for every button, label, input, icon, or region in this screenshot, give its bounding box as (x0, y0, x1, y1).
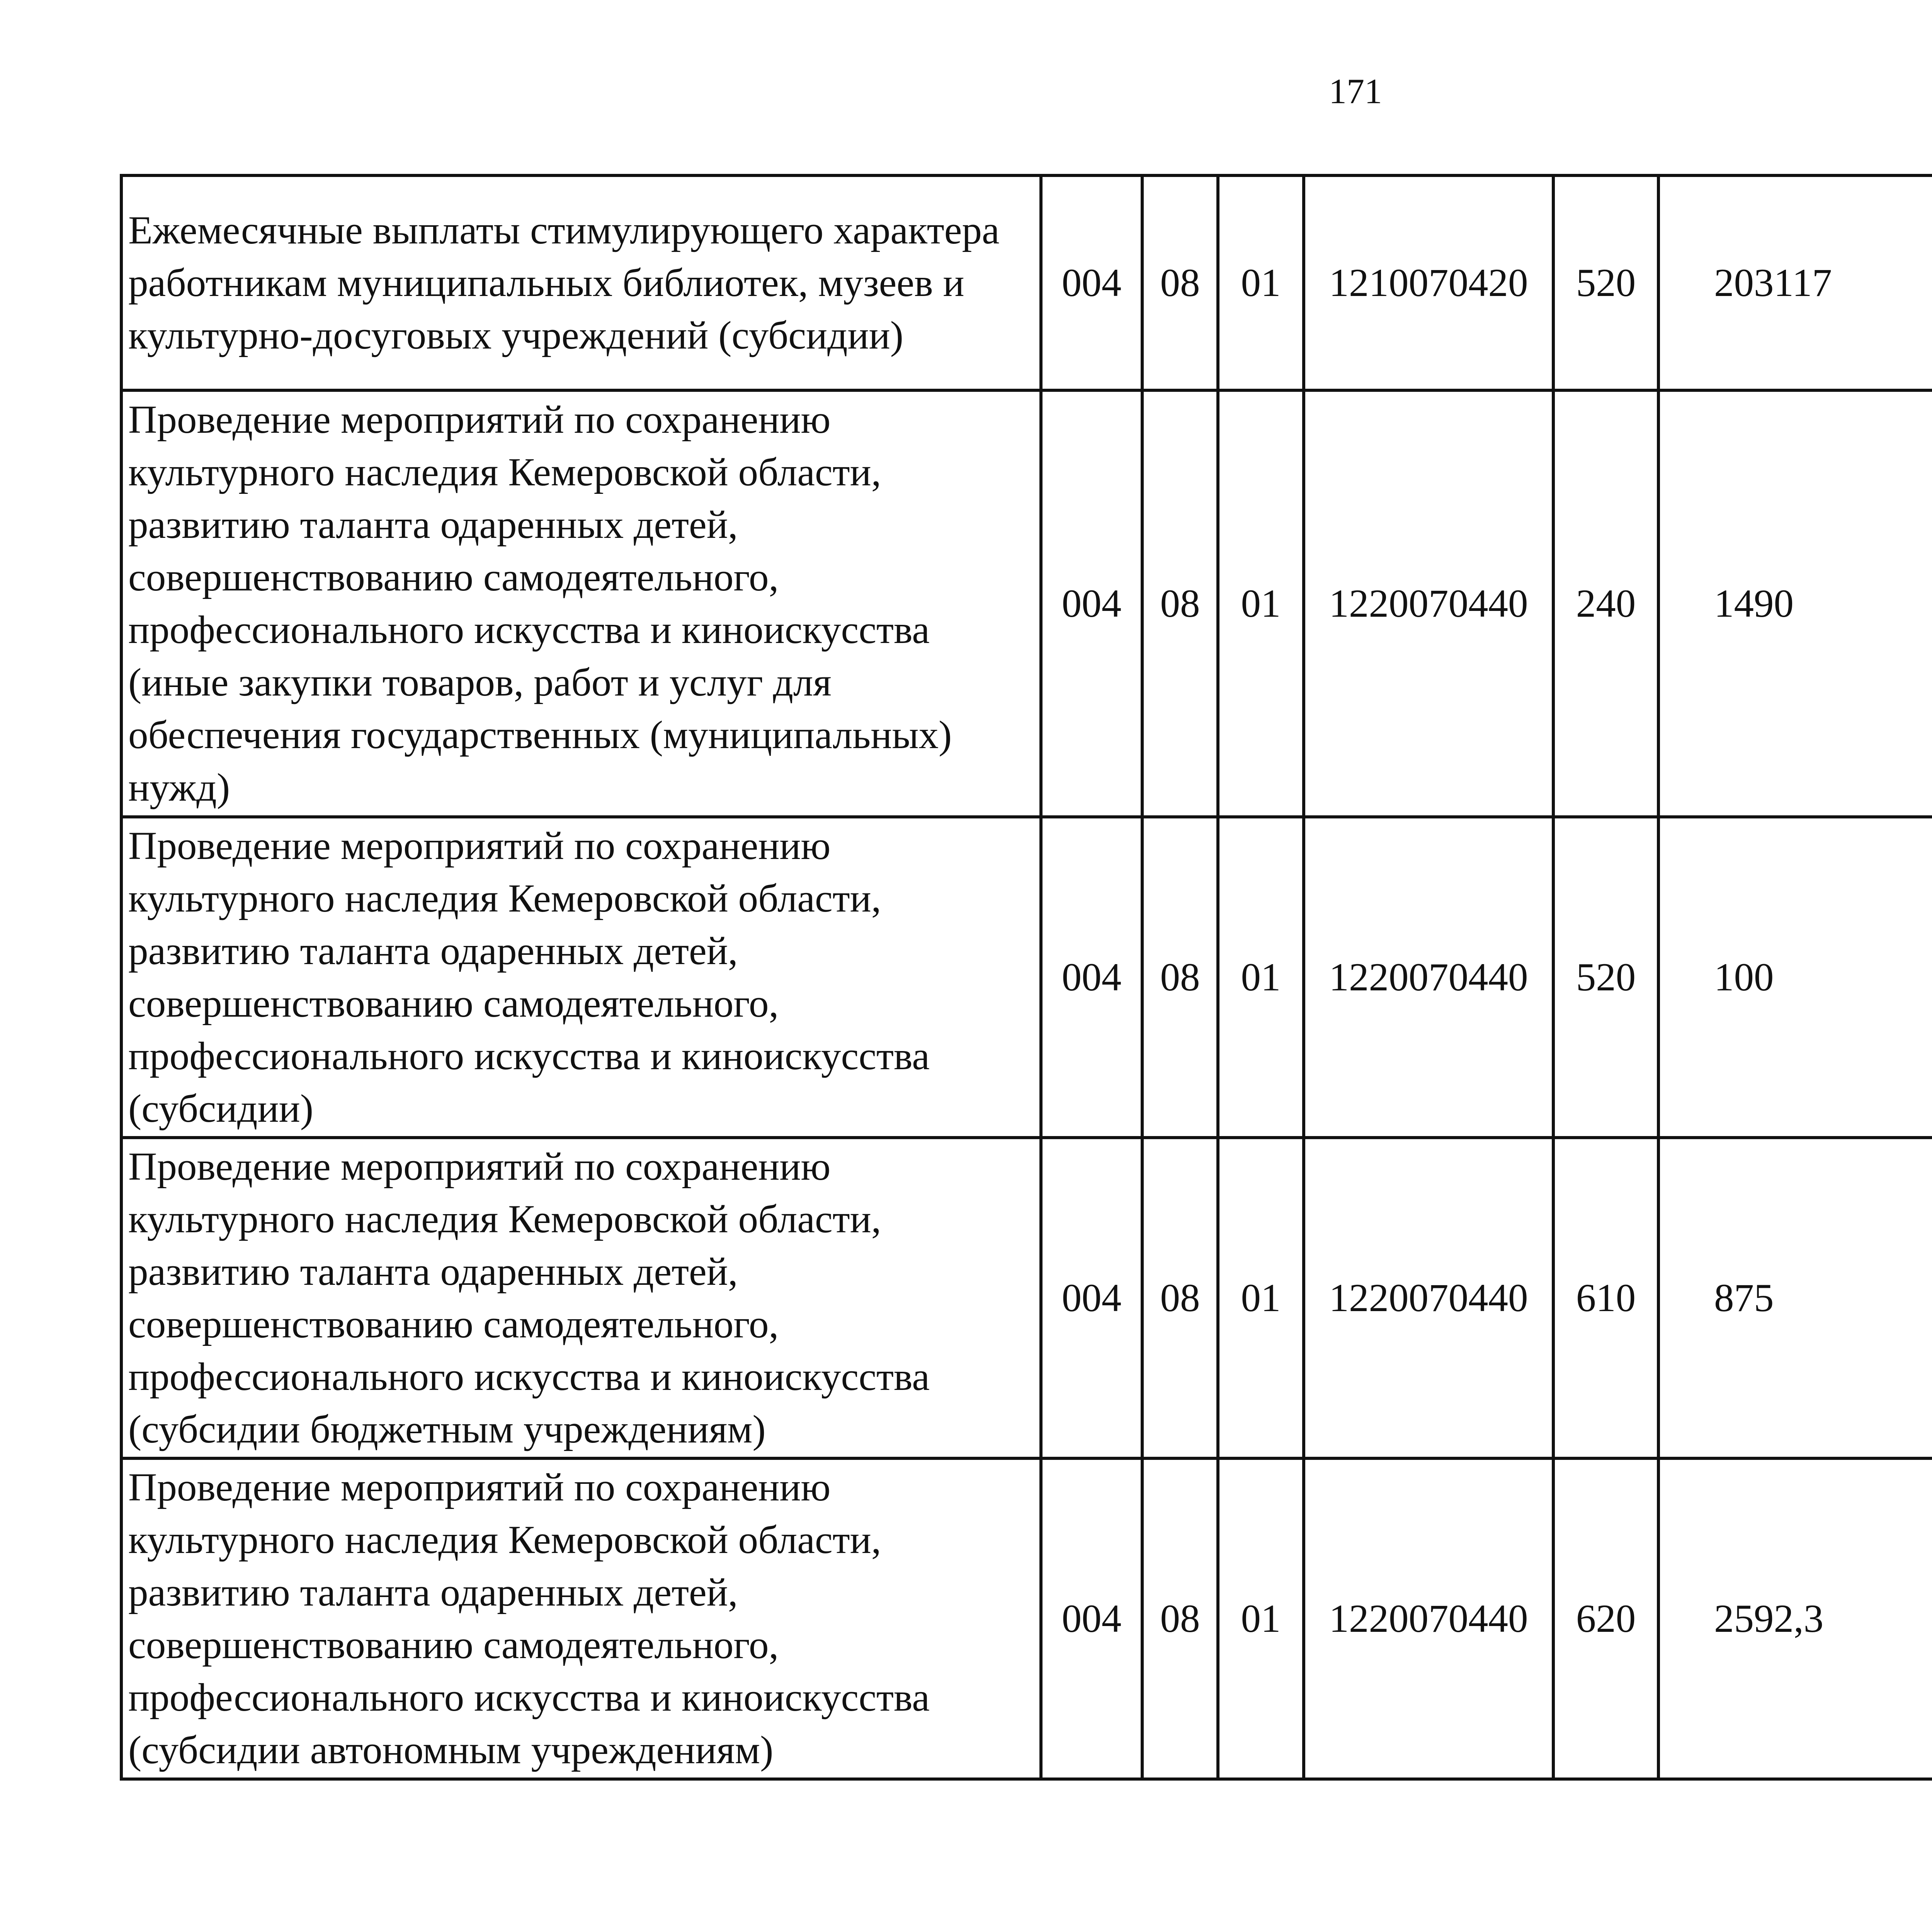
table-row (121, 817, 1932, 1138)
page-number: 171 (1329, 71, 1382, 111)
amount-year-1: 875 (1658, 1138, 1932, 1458)
ministry-code: 004 (1041, 1138, 1142, 1458)
amount-year-1: 2592,3 (1658, 1458, 1932, 1779)
target-item-code: 1220070440 (1304, 1458, 1553, 1779)
row-description: Проведение мероприятий по сохранению культурного наследия Кемеровской области, развитию таланта одаренных детей, совершенствованию самодеятельного, профессионального искусства и киноискусства (субсидии бюджетным учреждениям) (121, 1138, 1041, 1458)
subsection-code: 01 (1218, 175, 1304, 390)
row-description: Проведение мероприятий по сохранению культурного наследия Кемеровской области, развитию таланта одаренных детей, совершенствованию самодеятельного, профессионального искусства и киноискусства (иные закупки товаров, работ и услуг для обеспечения государственных (муниципальных) нужд) (121, 390, 1041, 817)
table-row (121, 175, 1932, 390)
section-code: 08 (1142, 1458, 1218, 1779)
subsection-code: 01 (1218, 390, 1304, 817)
section-code: 08 (1142, 1138, 1218, 1458)
amount-year-1: 1490 (1658, 390, 1932, 817)
subsection-code: 01 (1218, 1138, 1304, 1458)
ministry-code: 004 (1041, 175, 1142, 390)
ministry-code: 004 (1041, 390, 1142, 817)
target-item-code: 1220070440 (1304, 1138, 1553, 1458)
subsection-code: 01 (1218, 1458, 1304, 1779)
amount-year-1: 100 (1658, 817, 1932, 1138)
expense-type-code: 240 (1553, 390, 1658, 817)
table-row (121, 390, 1932, 817)
row-description: Проведение мероприятий по сохранению культурного наследия Кемеровской области, развитию таланта одаренных детей, совершенствованию самодеятельного, профессионального искусства и киноискусства (субсидии автономным учреждениям) (121, 1458, 1041, 1779)
subsection-code: 01 (1218, 817, 1304, 1138)
expense-type-code: 610 (1553, 1138, 1658, 1458)
section-code: 08 (1142, 390, 1218, 817)
target-item-code: 1210070420 (1304, 175, 1553, 390)
budget-table (120, 174, 1932, 1781)
section-code: 08 (1142, 817, 1218, 1138)
expense-type-code: 520 (1553, 175, 1658, 390)
table-row (121, 1458, 1932, 1779)
row-description: Ежемесячные выплаты стимулирующего характера работникам муниципальных библиотек, музеев и культурно-досуговых учреждений (субсидии) (121, 175, 1041, 390)
target-item-code: 1220070440 (1304, 817, 1553, 1138)
section-code: 08 (1142, 175, 1218, 390)
expense-type-code: 520 (1553, 817, 1658, 1138)
amount-year-1: 203117 (1658, 175, 1932, 390)
ministry-code: 004 (1041, 817, 1142, 1138)
table-row (121, 1138, 1932, 1458)
row-description: Проведение мероприятий по сохранению культурного наследия Кемеровской области, развитию таланта одаренных детей, совершенствованию самодеятельного, профессионального искусства и киноискусства (субсидии) (121, 817, 1041, 1138)
target-item-code: 1220070440 (1304, 390, 1553, 817)
ministry-code: 004 (1041, 1458, 1142, 1779)
expense-type-code: 620 (1553, 1458, 1658, 1779)
